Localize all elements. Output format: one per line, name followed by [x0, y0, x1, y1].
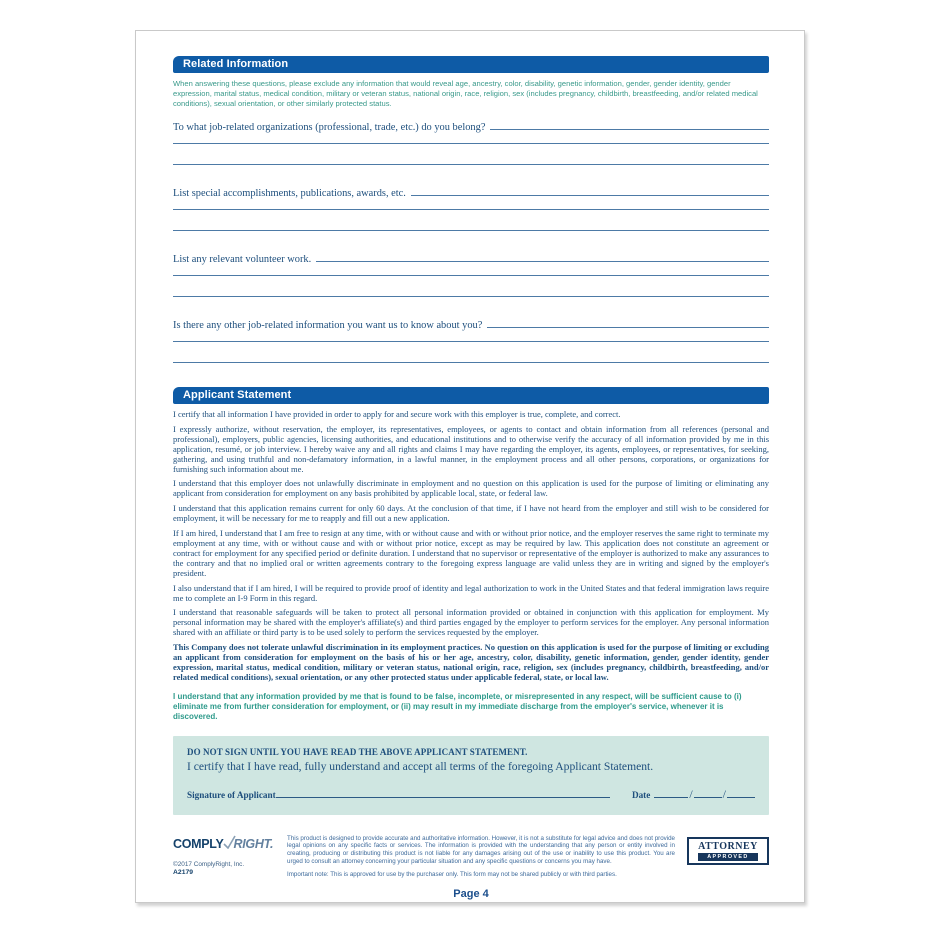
date-label: Date — [631, 789, 651, 800]
question-label: Is there any other job-related information you want us to know about you? — [173, 320, 483, 331]
question-block-other-info — [173, 316, 769, 363]
statement-paragraph: I certify that all information I have provided in order to apply for and secure work with this employer is true, complete, and correct. — [173, 409, 621, 419]
date-day-field[interactable] — [694, 788, 722, 798]
important-note: Important note: This is approved for use by the purchaser only. This form may not be shared publicly or with third parties. — [287, 870, 617, 878]
answer-line[interactable] — [173, 199, 769, 210]
related-information-intro: When answering these questions, please exclude any information that would reveal age, ancestry, color, disability, genetic information, gender, gender identity, gender expression, marital status, medical condition, military or veteran status, national origin, race, religion, sex (includes pregnancy, childbirth, breastfeeding, and/or related medical conditions), sexual orientation, or other similarly protected status. — [173, 79, 758, 108]
question-block-accomplishments — [173, 184, 769, 231]
answer-line[interactable] — [173, 331, 769, 342]
attorney-approved-badge — [687, 837, 769, 865]
certify-statement: I certify that I have read, fully understand and accept all terms of the foregoing Applicant Statement. — [187, 759, 654, 773]
date-month-field[interactable] — [654, 788, 688, 798]
applicant-statement-body — [173, 410, 769, 722]
answer-line[interactable] — [487, 316, 769, 328]
related-information-header — [173, 56, 769, 73]
signature-field[interactable] — [276, 788, 610, 798]
form-page — [135, 30, 805, 903]
statement-paragraph: I understand that this employer does not unlawfully discriminate in employment and no question on this application is used for the purpose of limiting or eliminating any applicant from consideration for employment on any basis prohibited by applicable local, state, or federal law. — [173, 478, 769, 499]
answer-line[interactable] — [173, 276, 769, 297]
answer-line[interactable] — [316, 250, 769, 262]
statement-paragraph-nondiscrimination: This Company does not tolerate unlawful discrimination in its employment practices. No question on this application is used for the purpose of limiting or excluding an applicant from consideration for employment on the basis of his or her age, ancestry, color, disability, genetic information, gender, gender identity, gender expression, marital status, medical condition, military or veteran status, national origin, race, religion, sex (includes pregnancy, childbirth, breastfeeding, and/or related medical conditions), sexual orientation, or any other protected status under applicable federal, state, or local law. — [173, 642, 769, 682]
disclaimer-text: This product is designed to provide accurate and authoritative information. However, it is not a substitute for legal advice and does not provide legal opinions on any specific facts or services. The information is provided with the understanding that any person or entity involved in creating, producing or distributing this product is not liable for any damages arising out of the use or inability to use this product. You are urged to consult an attorney concerning your particular situation and any specific questions or concerns you may have. — [287, 834, 675, 865]
page-number: Page 4 — [453, 888, 489, 901]
logo-text-right: RIGHT. — [233, 836, 274, 851]
question-block-organizations — [173, 118, 769, 165]
statement-paragraph: If I am hired, I understand that I am free to resign at any time, with or without cause and with or without prior notice, and the employer reserves the same right to terminate my employment at any time, with or without cause and with or without prior notice, except as may be required by law. This application does not constitute an agreement or contract for employment for any specified period or definite duration. I understand that no supervisor or representative of the employer is authorized to make any assurances to the contrary and that no implied oral or written agreements contrary to the foregoing express language are valid unless they are in writing and signed by the employer's president. — [173, 528, 770, 578]
badge-approved-text: APPROVED — [698, 853, 758, 861]
copyright-text: ©2017 ComplyRight, Inc. — [173, 860, 245, 868]
date-year-field[interactable] — [727, 788, 755, 798]
form-number: A2179 — [173, 868, 194, 876]
date-field-group — [632, 787, 755, 802]
logo-text-comply: COMPLY — [173, 836, 224, 851]
signature-box — [173, 736, 769, 815]
complyright-logo-block — [173, 834, 283, 879]
do-not-sign-warning: DO NOT SIGN UNTIL YOU HAVE READ THE ABOVE APPLICANT STATEMENT. — [187, 746, 528, 757]
date-separator: / — [689, 786, 693, 801]
question-label: List special accomplishments, publications, awards, etc. — [173, 188, 406, 199]
question-label: To what job-related organizations (professional, trade, etc.) do you belong? — [173, 122, 486, 133]
disclaimer-block — [283, 834, 687, 879]
answer-line[interactable] — [490, 118, 769, 130]
footer — [173, 834, 769, 879]
complyright-logo — [173, 834, 283, 853]
attorney-approved-badge-block — [687, 834, 769, 879]
answer-line[interactable] — [411, 184, 769, 196]
section-title: Applicant Statement — [183, 389, 292, 401]
date-separator: / — [722, 786, 726, 801]
statement-paragraph: I understand that reasonable safeguards will be taken to protect all personal information provided or obtained in conjunction with this application for employment. My personal information may be shared with the employer's affiliate(s) and third parties engaged by the employer to perform services for the employer. Any personal information shared with an affiliate or third party is to be used solely to perform the services requested by the employer. — [173, 607, 769, 638]
question-label: List any relevant volunteer work. — [173, 254, 312, 265]
statement-paragraph: I also understand that if I am hired, I will be required to provide proof of identity and legal authorization to work in the United States and that federal immigration laws require me to complete an I-9 Form in this regard. — [173, 582, 769, 603]
statement-paragraph-false-info: I understand that any information provided by me that is found to be false, incomplete, or misrepresented in any respect, will be sufficient cause to (i) eliminate me from further consideration for employment, or (ii) may result in my immediate discharge from the employer's service, whenever it is discovered. — [173, 691, 742, 721]
answer-line[interactable] — [173, 210, 769, 231]
answer-line[interactable] — [173, 133, 769, 144]
question-block-volunteer — [173, 250, 769, 297]
answer-line[interactable] — [173, 265, 769, 276]
answer-line[interactable] — [173, 342, 769, 363]
answer-line[interactable] — [173, 144, 769, 165]
section-title: Related Information — [183, 58, 289, 70]
checkmark-swoosh-icon — [223, 835, 236, 854]
applicant-statement-header — [173, 387, 769, 404]
signature-label: Signature of Applicant — [187, 789, 276, 800]
statement-paragraph: I understand that this application remains current for only 60 days. At the conclusion of that time, if I have not heard from the employer and still wish to be considered for employment, it will be necessary for me to reapply and fill out a new application. — [173, 503, 769, 524]
statement-paragraph: I expressly authorize, without reservation, the employer, its representatives, employees, or agents to contact and obtain information from all references (personal and professional), employers, public agencies, licensing authorities, and educational institutions and to otherwise verify the accuracy of all information provided by me in this application, resumé, or job interview. I hereby waive any and all rights and claims I may have regarding the employer, its agents, employees, or representatives, for seeking, gathering, and using truthful and non-defamatory information, in a lawful manner, in the employment process and all other persons, corporations, or organizations for furnishing such information about me. — [173, 423, 769, 474]
badge-attorney-text: ATTORNEY — [698, 840, 758, 852]
